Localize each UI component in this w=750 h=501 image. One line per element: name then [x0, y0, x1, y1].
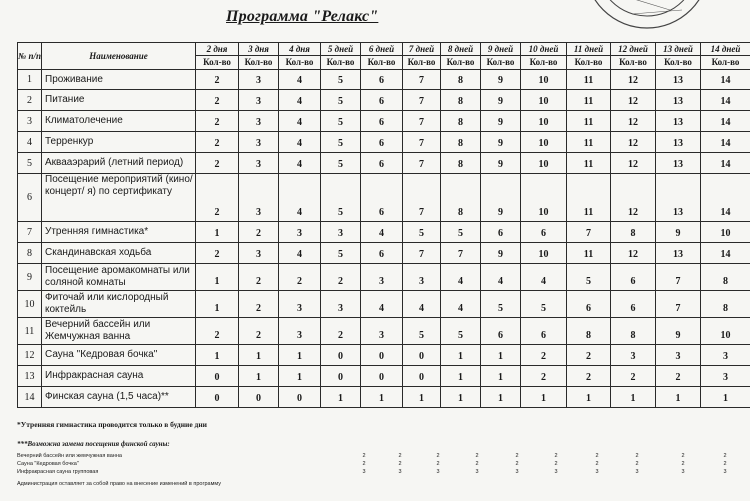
quantity-cell: 3 — [239, 174, 279, 222]
day-header: 8 дней — [441, 43, 481, 56]
qty-header: Кол-во — [521, 56, 567, 70]
quantity-cell: 0 — [196, 387, 239, 408]
quantity-cell: 12 — [611, 90, 656, 111]
quantity-cell: 1 — [361, 387, 403, 408]
day-header: 6 дней — [361, 43, 403, 56]
quantity-cell: 5 — [321, 174, 361, 222]
quantity-cell: 5 — [403, 318, 441, 345]
quantity-cell: 7 — [441, 243, 481, 264]
row-number: 11 — [18, 318, 42, 345]
service-name: Сауна "Кедровая бочка" — [42, 345, 196, 366]
qty-header: Кол-во — [567, 56, 611, 70]
table-row — [18, 345, 750, 366]
quantity-cell: 3 — [279, 222, 321, 243]
quantity-cell: 4 — [481, 264, 521, 291]
quantity-cell: 2 — [239, 291, 279, 318]
table-row — [18, 153, 750, 174]
quantity-cell: 2 — [567, 366, 611, 387]
quantity-cell: 1 — [196, 264, 239, 291]
quantity-cell: 9 — [481, 153, 521, 174]
quantity-cell: 7 — [656, 264, 701, 291]
quantity-cell: 9 — [481, 132, 521, 153]
row-number: 13 — [18, 366, 42, 387]
quantity-cell: 0 — [196, 366, 239, 387]
quantity-cell: 2 — [279, 264, 321, 291]
day-header: 13 дней — [656, 43, 701, 56]
quantity-cell: 1 — [481, 387, 521, 408]
quantity-cell: 11 — [567, 90, 611, 111]
quantity-cell: 1 — [656, 387, 701, 408]
quantity-cell: 5 — [441, 222, 481, 243]
quantity-cell: 4 — [403, 291, 441, 318]
quantity-cell: 4 — [279, 70, 321, 90]
quantity-cell: 1 — [481, 366, 521, 387]
row-number: 14 — [18, 387, 42, 408]
quantity-cell: 0 — [361, 366, 403, 387]
quantity-cell: 0 — [239, 387, 279, 408]
quantity-cell: 2 — [196, 132, 239, 153]
replacement-value: 2 — [554, 461, 558, 467]
quantity-cell: 2 — [239, 318, 279, 345]
quantity-cell: 6 — [611, 264, 656, 291]
service-name: Вечерний бассейн или Жемчужная ванна — [42, 318, 196, 345]
service-name: Терренкур — [42, 132, 196, 153]
footnote-gymnastics: *Утренняя гимнастика проводится только в будние дни — [17, 420, 207, 429]
quantity-cell: 6 — [611, 291, 656, 318]
quantity-cell: 4 — [361, 291, 403, 318]
quantity-cell: 5 — [567, 264, 611, 291]
quantity-cell: 3 — [239, 132, 279, 153]
quantity-cell: 10 — [521, 243, 567, 264]
table-row — [18, 90, 750, 111]
quantity-cell: 8 — [441, 174, 481, 222]
quantity-cell: 1 — [441, 345, 481, 366]
qty-header: Кол-во — [481, 56, 521, 70]
quantity-cell: 6 — [361, 174, 403, 222]
row-number: 12 — [18, 345, 42, 366]
quantity-cell: 7 — [403, 90, 441, 111]
quantity-cell: 14 — [701, 132, 750, 153]
row-number: 1 — [18, 70, 42, 90]
replacement-value: 2 — [635, 453, 639, 459]
quantity-cell: 1 — [196, 291, 239, 318]
row-number: 4 — [18, 132, 42, 153]
quantity-cell: 13 — [656, 153, 701, 174]
quantity-cell: 1 — [567, 387, 611, 408]
table-row — [18, 291, 750, 318]
replacement-value: 2 — [475, 461, 479, 467]
quantity-cell: 6 — [361, 132, 403, 153]
replacement-value: 2 — [595, 453, 599, 459]
replacement-value: 2 — [723, 461, 727, 467]
quantity-cell: 7 — [403, 243, 441, 264]
replacement-name: Инфракрасная сауна групповая — [17, 469, 99, 475]
quantity-cell: 13 — [656, 174, 701, 222]
quantity-cell: 1 — [481, 345, 521, 366]
quantity-cell: 3 — [656, 345, 701, 366]
service-name: Инфракрасная сауна — [42, 366, 196, 387]
quantity-cell: 3 — [239, 111, 279, 132]
quantity-cell: 10 — [521, 111, 567, 132]
replacement-value: 3 — [436, 469, 440, 475]
qty-header: Кол-во — [321, 56, 361, 70]
quantity-cell: 9 — [656, 222, 701, 243]
quantity-cell: 6 — [361, 90, 403, 111]
table-row — [18, 243, 750, 264]
qty-header: Кол-во — [403, 56, 441, 70]
quantity-cell: 0 — [279, 387, 321, 408]
quantity-cell: 1 — [196, 222, 239, 243]
quantity-cell: 12 — [611, 111, 656, 132]
quantity-cell: 6 — [567, 291, 611, 318]
quantity-cell: 4 — [279, 153, 321, 174]
replacement-value: 2 — [554, 453, 558, 459]
row-number: 3 — [18, 111, 42, 132]
col-num-header: № п/п — [18, 43, 42, 70]
quantity-cell: 11 — [567, 70, 611, 90]
quantity-cell: 9 — [481, 90, 521, 111]
quantity-cell: 9 — [481, 174, 521, 222]
replacement-value: 2 — [398, 461, 402, 467]
page-title: Программа "Релакс" — [226, 8, 379, 25]
quantity-cell: 5 — [321, 90, 361, 111]
quantity-cell: 1 — [403, 387, 441, 408]
quantity-cell: 7 — [403, 70, 441, 90]
quantity-cell: 13 — [656, 70, 701, 90]
qty-header: Кол-во — [441, 56, 481, 70]
quantity-cell: 2 — [196, 174, 239, 222]
quantity-cell: 3 — [701, 366, 750, 387]
replacement-value: 3 — [595, 469, 599, 475]
quantity-cell: 11 — [567, 174, 611, 222]
quantity-cell: 7 — [403, 132, 441, 153]
quantity-cell: 7 — [567, 222, 611, 243]
quantity-cell: 14 — [701, 70, 750, 90]
day-header: 11 дней — [567, 43, 611, 56]
quantity-cell: 1 — [441, 387, 481, 408]
quantity-cell: 8 — [611, 222, 656, 243]
quantity-cell: 7 — [403, 111, 441, 132]
service-name: Финская сауна (1,5 часа)** — [42, 387, 196, 408]
quantity-cell: 6 — [481, 222, 521, 243]
replacement-value: 3 — [475, 469, 479, 475]
program-table — [17, 42, 750, 408]
quantity-cell: 10 — [701, 318, 750, 345]
replacement-value: 2 — [436, 461, 440, 467]
quantity-cell: 11 — [567, 132, 611, 153]
quantity-cell: 2 — [196, 153, 239, 174]
quantity-cell: 1 — [279, 345, 321, 366]
replacement-value: 3 — [515, 469, 519, 475]
replacement-value: 2 — [723, 453, 727, 459]
quantity-cell: 2 — [239, 264, 279, 291]
quantity-cell: 8 — [611, 318, 656, 345]
replacement-value: 3 — [635, 469, 639, 475]
replacement-value: 2 — [436, 453, 440, 459]
quantity-cell: 10 — [521, 132, 567, 153]
table-row — [18, 264, 750, 291]
day-header: 9 дней — [481, 43, 521, 56]
qty-header: Кол-во — [701, 56, 750, 70]
quantity-cell: 7 — [403, 153, 441, 174]
table-row — [18, 132, 750, 153]
quantity-cell: 1 — [521, 387, 567, 408]
service-name: Фиточай или кислородный коктейль — [42, 291, 196, 318]
quantity-cell: 10 — [521, 153, 567, 174]
table-row — [18, 174, 750, 222]
replacement-value: 2 — [515, 461, 519, 467]
quantity-cell: 2 — [656, 366, 701, 387]
quantity-cell: 3 — [239, 243, 279, 264]
replacement-value: 3 — [723, 469, 727, 475]
quantity-cell: 10 — [521, 90, 567, 111]
quantity-cell: 12 — [611, 174, 656, 222]
table-row — [18, 70, 750, 90]
quantity-cell: 12 — [611, 70, 656, 90]
service-name: Аквааэрарий (летний период) — [42, 153, 196, 174]
quantity-cell: 2 — [321, 318, 361, 345]
service-name: Утренняя гимнастика* — [42, 222, 196, 243]
quantity-cell: 3 — [239, 70, 279, 90]
row-number: 5 — [18, 153, 42, 174]
quantity-cell: 8 — [441, 132, 481, 153]
quantity-cell: 12 — [611, 243, 656, 264]
quantity-cell: 3 — [279, 291, 321, 318]
quantity-cell: 3 — [239, 153, 279, 174]
quantity-cell: 5 — [321, 243, 361, 264]
quantity-cell: 0 — [321, 366, 361, 387]
quantity-cell: 9 — [481, 243, 521, 264]
replacement-value: 2 — [595, 461, 599, 467]
quantity-cell: 9 — [481, 111, 521, 132]
quantity-cell: 8 — [567, 318, 611, 345]
quantity-cell: 11 — [567, 111, 611, 132]
quantity-cell: 14 — [701, 111, 750, 132]
quantity-cell: 2 — [196, 90, 239, 111]
table-row — [18, 366, 750, 387]
replacement-value: 2 — [515, 453, 519, 459]
qty-header: Кол-во — [239, 56, 279, 70]
quantity-cell: 2 — [196, 111, 239, 132]
day-header: 5 дней — [321, 43, 361, 56]
quantity-cell: 6 — [361, 70, 403, 90]
quantity-cell: 3 — [701, 345, 750, 366]
quantity-cell: 1 — [441, 366, 481, 387]
day-header: 4 дня — [279, 43, 321, 56]
quantity-cell: 4 — [279, 174, 321, 222]
service-name: Посещение аромакомнаты или соляной комнаты — [42, 264, 196, 291]
quantity-cell: 9 — [481, 70, 521, 90]
quantity-cell: 2 — [196, 70, 239, 90]
quantity-cell: 2 — [196, 243, 239, 264]
qty-header: Кол-во — [611, 56, 656, 70]
day-header: 10 дней — [521, 43, 567, 56]
quantity-cell: 13 — [656, 111, 701, 132]
quantity-cell: 13 — [656, 243, 701, 264]
qty-header: Кол-во — [196, 56, 239, 70]
service-name: Скандинавская ходьба — [42, 243, 196, 264]
quantity-cell: 1 — [611, 387, 656, 408]
quantity-cell: 14 — [701, 174, 750, 222]
row-number: 9 — [18, 264, 42, 291]
quantity-cell: 12 — [611, 132, 656, 153]
row-number: 7 — [18, 222, 42, 243]
replacement-value: 3 — [554, 469, 558, 475]
quantity-cell: 5 — [521, 291, 567, 318]
table-row — [18, 222, 750, 243]
row-number: 2 — [18, 90, 42, 111]
quantity-cell: 3 — [403, 264, 441, 291]
quantity-cell: 2 — [567, 345, 611, 366]
quantity-cell: 3 — [239, 90, 279, 111]
quantity-cell: 5 — [321, 111, 361, 132]
quantity-cell: 14 — [701, 243, 750, 264]
quantity-cell: 3 — [611, 345, 656, 366]
service-name: Посещение мероприятий (кино/концерт/ я) по сертификату — [42, 174, 196, 222]
quantity-cell: 4 — [279, 132, 321, 153]
quantity-cell: 5 — [321, 132, 361, 153]
quantity-cell: 10 — [701, 222, 750, 243]
col-name-header: Наименование — [42, 43, 196, 70]
qty-header: Кол-во — [656, 56, 701, 70]
quantity-cell: 10 — [521, 174, 567, 222]
quantity-cell: 14 — [701, 90, 750, 111]
qty-header: Кол-во — [361, 56, 403, 70]
quantity-cell: 0 — [361, 345, 403, 366]
service-name: Проживание — [42, 70, 196, 90]
round-stamp — [572, 0, 722, 32]
quantity-cell: 6 — [521, 318, 567, 345]
quantity-cell: 5 — [441, 318, 481, 345]
quantity-cell: 1 — [196, 345, 239, 366]
quantity-cell: 2 — [521, 366, 567, 387]
day-header: 2 дня — [196, 43, 239, 56]
replacement-value: 2 — [398, 453, 402, 459]
quantity-cell: 4 — [441, 291, 481, 318]
admin-note: Администрация оставляет за собой право на внесение изменений в программу — [17, 481, 221, 487]
quantity-cell: 0 — [403, 345, 441, 366]
quantity-cell: 8 — [441, 111, 481, 132]
replacement-value: 2 — [681, 461, 685, 467]
quantity-cell: 3 — [361, 318, 403, 345]
quantity-cell: 4 — [361, 222, 403, 243]
quantity-cell: 2 — [521, 345, 567, 366]
quantity-cell: 11 — [567, 243, 611, 264]
replacement-name: Вечерний бассейн или жемчужная ванна — [17, 453, 122, 459]
quantity-cell: 6 — [361, 153, 403, 174]
quantity-cell: 12 — [611, 153, 656, 174]
service-name: Климатолечение — [42, 111, 196, 132]
quantity-cell: 10 — [521, 70, 567, 90]
replacement-value: 3 — [681, 469, 685, 475]
quantity-cell: 3 — [361, 264, 403, 291]
quantity-cell: 6 — [481, 318, 521, 345]
quantity-cell: 5 — [321, 70, 361, 90]
quantity-cell: 9 — [656, 318, 701, 345]
service-name: Питание — [42, 90, 196, 111]
table-row — [18, 318, 750, 345]
quantity-cell: 1 — [279, 366, 321, 387]
quantity-cell: 8 — [701, 264, 750, 291]
quantity-cell: 0 — [321, 345, 361, 366]
row-number: 6 — [18, 174, 42, 222]
day-header: 3 дня — [239, 43, 279, 56]
quantity-cell: 8 — [701, 291, 750, 318]
quantity-cell: 13 — [656, 132, 701, 153]
quantity-cell: 6 — [361, 111, 403, 132]
row-number: 10 — [18, 291, 42, 318]
quantity-cell: 8 — [441, 90, 481, 111]
qty-header: Кол-во — [279, 56, 321, 70]
quantity-cell: 1 — [239, 345, 279, 366]
quantity-cell: 4 — [441, 264, 481, 291]
row-number: 8 — [18, 243, 42, 264]
day-header: 12 дней — [611, 43, 656, 56]
quantity-cell: 0 — [403, 366, 441, 387]
day-header: 14 дней — [701, 43, 750, 56]
day-header: 7 дней — [403, 43, 441, 56]
replacement-value: 3 — [362, 469, 366, 475]
quantity-cell: 8 — [441, 153, 481, 174]
table-row — [18, 111, 750, 132]
quantity-cell: 1 — [239, 366, 279, 387]
replacement-value: 2 — [475, 453, 479, 459]
quantity-cell: 2 — [239, 222, 279, 243]
quantity-cell: 3 — [321, 291, 361, 318]
replacement-value: 2 — [635, 461, 639, 467]
quantity-cell: 2 — [196, 318, 239, 345]
quantity-cell: 14 — [701, 153, 750, 174]
replacement-name: Сауна "Кедровая бочка" — [17, 461, 79, 467]
quantity-cell: 5 — [481, 291, 521, 318]
replacement-value: 3 — [398, 469, 402, 475]
quantity-cell: 11 — [567, 153, 611, 174]
quantity-cell: 8 — [441, 70, 481, 90]
quantity-cell: 7 — [403, 174, 441, 222]
quantity-cell: 3 — [321, 222, 361, 243]
quantity-cell: 2 — [611, 366, 656, 387]
quantity-cell: 1 — [321, 387, 361, 408]
quantity-cell: 2 — [321, 264, 361, 291]
quantity-cell: 6 — [361, 243, 403, 264]
quantity-cell: 4 — [279, 243, 321, 264]
quantity-cell: 4 — [279, 111, 321, 132]
replacement-value: 2 — [362, 453, 366, 459]
quantity-cell: 6 — [521, 222, 567, 243]
quantity-cell: 5 — [321, 153, 361, 174]
replacement-value: 2 — [681, 453, 685, 459]
quantity-cell: 13 — [656, 90, 701, 111]
footnote-sauna-replacement: ***Возможна замена посещения финской сауны: — [17, 440, 170, 448]
quantity-cell: 5 — [403, 222, 441, 243]
replacement-value: 2 — [362, 461, 366, 467]
quantity-cell: 4 — [521, 264, 567, 291]
quantity-cell: 3 — [279, 318, 321, 345]
quantity-cell: 4 — [279, 90, 321, 111]
table-row — [18, 387, 750, 408]
quantity-cell: 7 — [656, 291, 701, 318]
quantity-cell: 1 — [701, 387, 750, 408]
